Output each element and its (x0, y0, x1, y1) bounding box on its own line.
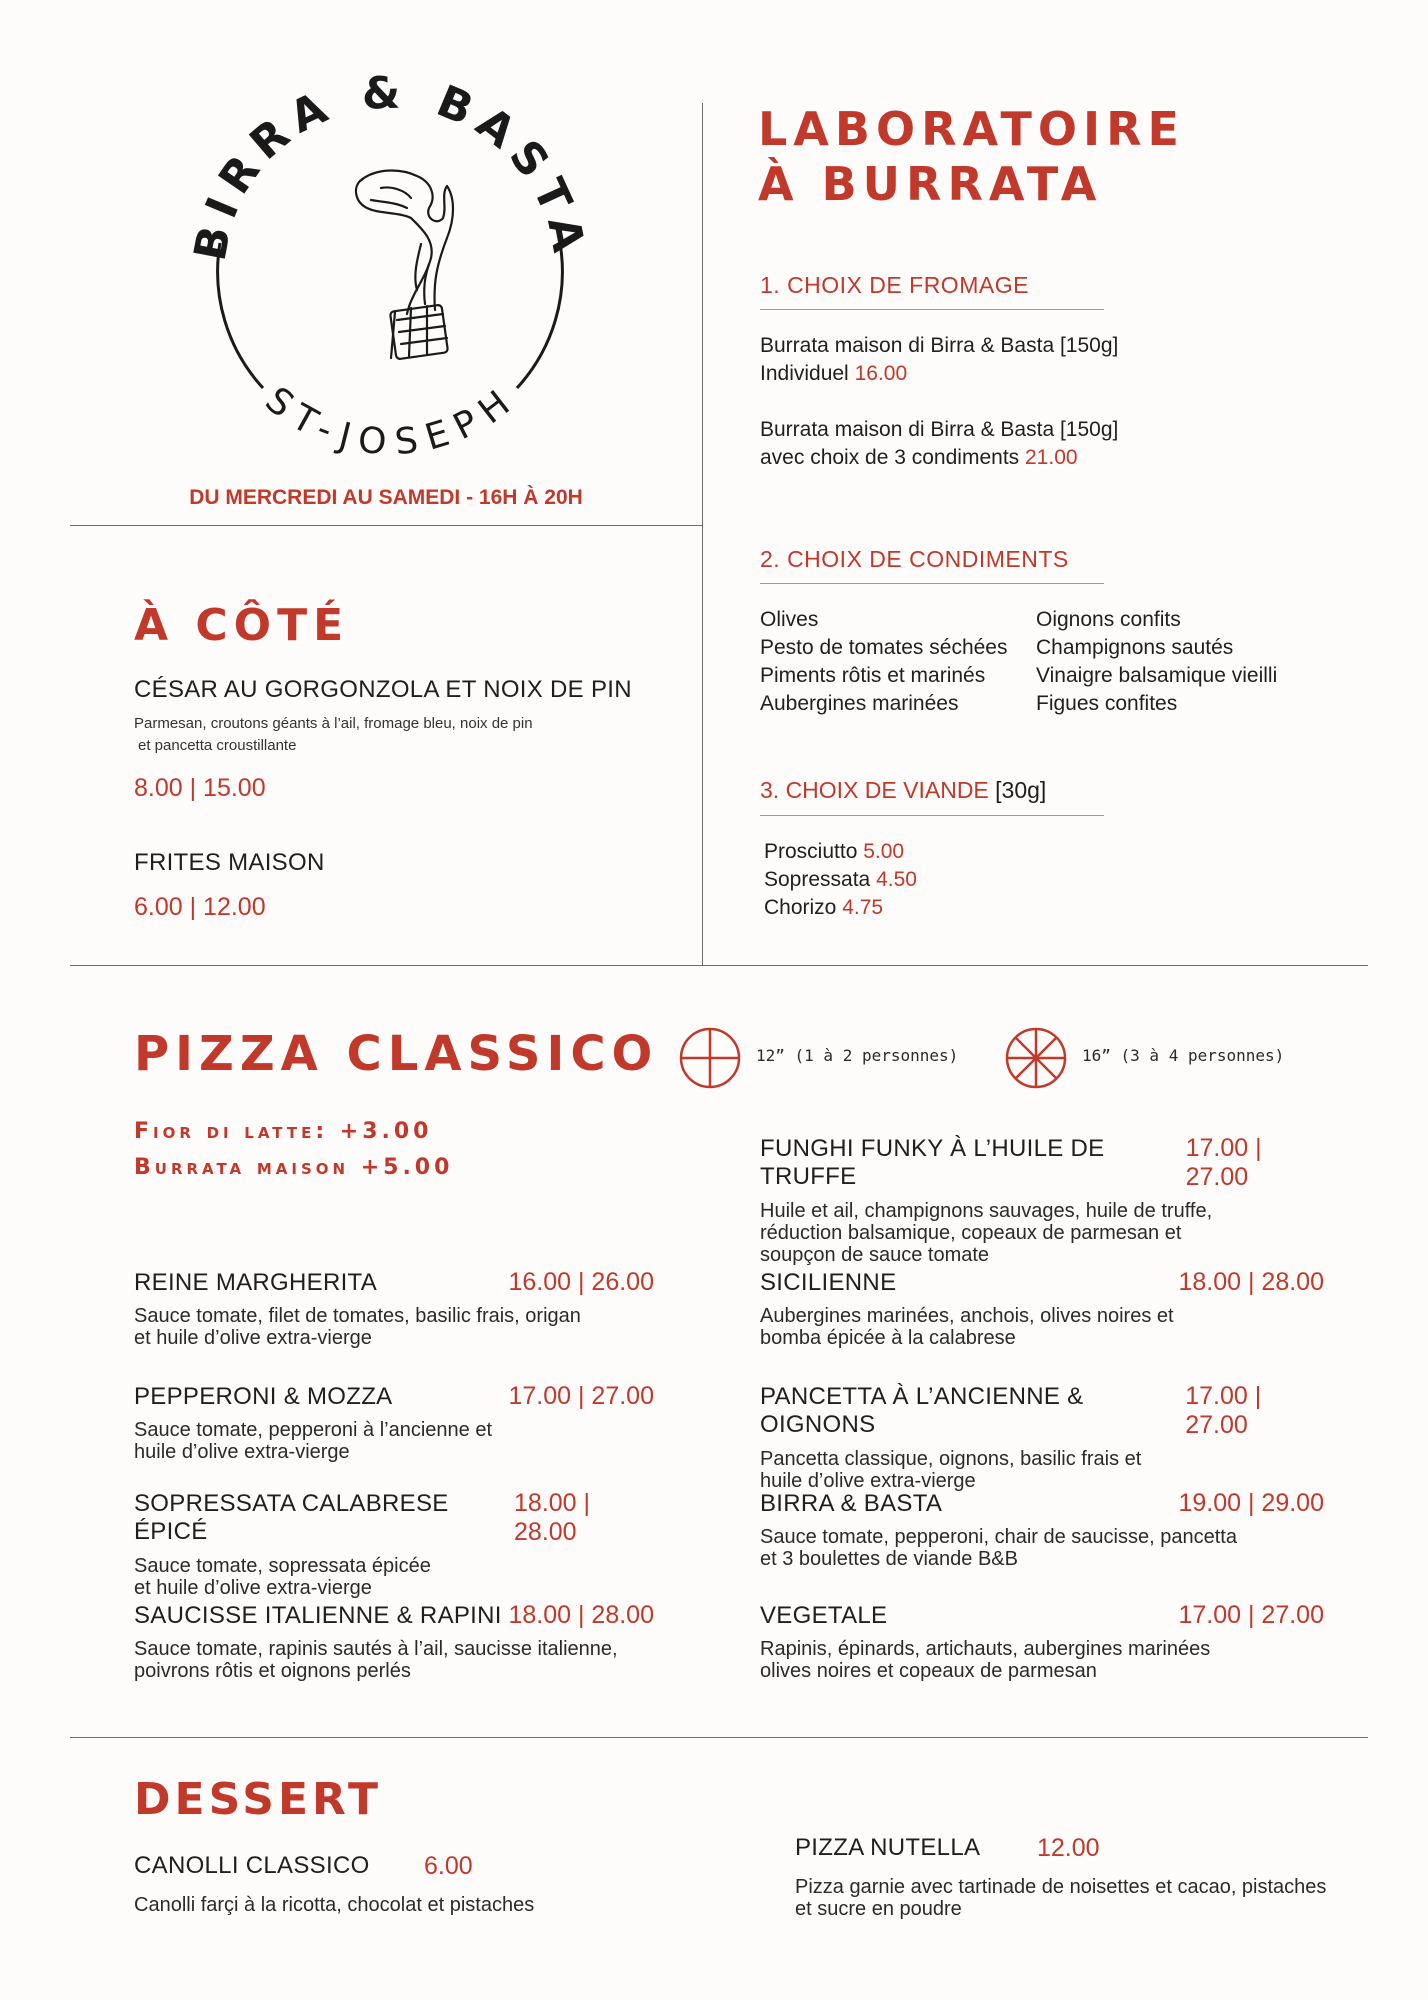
condiment-item: Figues confites (1036, 692, 1178, 715)
fromage-underline (760, 309, 1104, 310)
pizza-item (134, 1268, 654, 1349)
viande-item: Chorizo 4.75 (764, 896, 884, 919)
cote-title: À CÔTÉ (134, 600, 350, 651)
pizza-price: 18.00 | 28.00 (508, 1601, 654, 1629)
pizza-name: PANCETTA À L’ANCIENNE & OIGNONS (760, 1383, 1084, 1438)
pizza-name: VEGETALE (760, 1602, 888, 1629)
pizza-name: SICILIENNE (760, 1269, 897, 1296)
viande-heading (760, 777, 1046, 804)
viande-underline (760, 815, 1104, 816)
fromage-item-2-price: 21.00 (1025, 446, 1078, 469)
pizza-name: FUNGHI FUNKY À L’HUILE DE TRUFFE (760, 1135, 1105, 1190)
pizza-name: PEPPERONI & MOZZA (134, 1383, 393, 1410)
pizza-price: 16.00 | 26.00 (508, 1268, 654, 1296)
divider-top-section (70, 965, 1368, 966)
fromage-item-1-price: 16.00 (854, 362, 908, 385)
hand-icon (356, 171, 453, 360)
pizza-item (760, 1134, 1324, 1266)
opening-hours: DU MERCREDI AU SAMEDI - 16H À 20H (189, 486, 583, 509)
fromage-heading: 1. CHOIX DE FROMAGE (760, 272, 1029, 298)
pizza-desc: Sauce tomate, pepperoni, chair de saucisse, pancetta et 3 boulettes de viande B&B (760, 1526, 1237, 1570)
pizza-name: SAUCISSE ITALIENNE & RAPINI (134, 1602, 502, 1629)
pizza-price: 17.00 | 27.00 (1185, 1134, 1262, 1191)
pizza-item (760, 1382, 1324, 1492)
dessert-item-1-desc: Canolli farçi à la ricotta, chocolat et pistaches (134, 1894, 535, 1916)
vertical-divider (702, 103, 703, 965)
viande-item: Sopressata 4.50 (764, 868, 917, 891)
pizza-name: BIRRA & BASTA (760, 1490, 943, 1517)
condiment-item: Pesto de tomates séchées (760, 636, 1008, 659)
dessert-item-2-desc: Pizza garnie avec tartinade de noisettes et cacao, pistaches et sucre en poudre (795, 1876, 1327, 1920)
pizza-desc: Sauce tomate, rapinis sautés à l’ail, saucisse italienne, poivrons rôtis et oignons perlés (134, 1638, 618, 1682)
pizza-name: SOPRESSATA CALABRESE ÉPICÉ (134, 1490, 449, 1545)
pizza-title: PIZZA CLASSICO (134, 1026, 659, 1082)
extra-burrata: Burrata maison +5.00 (134, 1155, 454, 1180)
cote-item-2-price: 6.00 | 12.00 (134, 893, 266, 921)
fromage-item-1-name: Burrata maison di Birra & Basta [150g] (760, 334, 1119, 357)
condiment-item: Olives (760, 608, 819, 631)
pizza-price: 19.00 | 29.00 (1178, 1489, 1324, 1517)
dessert-item-1-name: CANOLLI CLASSICO (134, 1852, 370, 1879)
pizza-8-slices-icon (1004, 1026, 1068, 1095)
pizza-desc: Sauce tomate, filet de tomates, basilic frais, origan et huile d’olive extra-vierge (134, 1305, 581, 1349)
pizza-4-slices-icon (678, 1026, 742, 1095)
pizza-desc: Huile et ail, champignons sauvages, huile de truffe, réduction balsamique, copeaux de parmesan et soupçon de sauce tomate (760, 1200, 1213, 1266)
viande-heading-weight: [30g] (988, 777, 1047, 803)
condiments-heading: 2. CHOIX DE CONDIMENTS (760, 546, 1069, 572)
dessert-item-2-name: PIZZA NUTELLA (795, 1834, 981, 1861)
lab-title-line2: À BURRATA (758, 156, 1103, 211)
condiment-item: Champignons sautés (1036, 636, 1234, 659)
extra-fior-di-latte: Fior di latte: +3.00 (134, 1119, 433, 1144)
condiments-col-2 (1036, 606, 1277, 718)
divider-logo (70, 525, 702, 526)
pizza-desc: Sauce tomate, sopressata épicée et huile d’olive extra-vierge (134, 1555, 431, 1599)
fromage-item-2 (760, 416, 1118, 472)
pizza-price: 17.00 | 27.00 (1185, 1382, 1262, 1439)
cote-item-1-desc-line1: Parmesan, croutons géants à l’ail, fromage bleu, noix de pin (134, 715, 533, 732)
pizza-desc: Sauce tomate, pepperoni à l’ancienne et huile d’olive extra-vierge (134, 1419, 493, 1463)
condiment-item: Piments rôtis et marinés (760, 664, 986, 687)
pizza-item (760, 1601, 1324, 1682)
cote-item-1-price: 8.00 | 15.00 (134, 774, 266, 802)
pizza-price: 18.00 | 28.00 (1178, 1268, 1324, 1296)
cote-item-1-desc-line2: et pancetta croustillante (138, 737, 297, 754)
fromage-item-2-size: avec choix de 3 condiments (760, 446, 1020, 469)
logo (185, 68, 595, 478)
fromage-item-1-size: Individuel (760, 362, 849, 385)
pizza-price: 17.00 | 27.00 (1178, 1601, 1324, 1629)
size-large-label: 16” (3 à 4 personnes) (1082, 1046, 1285, 1065)
pizza-desc: Rapinis, épinards, artichauts, aubergines marinées olives noires et copeaux de parmesan (760, 1638, 1211, 1682)
pizza-item (760, 1268, 1324, 1349)
logo-top-text: BIRRA & BASTA (185, 68, 595, 265)
condiment-item: Vinaigre balsamique vieilli (1036, 664, 1278, 687)
lab-title (758, 104, 1185, 209)
viande-heading-label: 3. CHOIX DE VIANDE (760, 777, 989, 803)
fromage-item-1 (760, 332, 1118, 388)
size-small-label: 12” (1 à 2 personnes) (756, 1046, 959, 1065)
condiments-col-1 (760, 606, 1007, 718)
pizza-item (134, 1601, 654, 1682)
pizza-item (134, 1382, 654, 1463)
cote-item-1-name: CÉSAR AU GORGONZOLA ET NOIX DE PIN (134, 676, 632, 703)
dessert-item-1-price: 6.00 (424, 1852, 473, 1880)
dessert-item-2-price: 12.00 (1037, 1834, 1100, 1862)
condiment-item: Oignons confits (1036, 608, 1181, 631)
cote-item-1-desc (134, 713, 533, 757)
divider-pizza-section (70, 1737, 1368, 1738)
lab-title-line1: LABORATOIRE (758, 102, 1185, 156)
viande-list (764, 838, 917, 922)
logo-bottom-text: ST-JOSEPH (257, 379, 523, 464)
pizza-item (134, 1489, 654, 1599)
pizza-desc: Pancetta classique, oignons, basilic frais et huile d’olive extra-vierge (760, 1448, 1142, 1492)
pizza-extras (134, 1114, 453, 1186)
fromage-item-2-name: Burrata maison di Birra & Basta [150g] (760, 418, 1119, 441)
pizza-price: 18.00 | 28.00 (514, 1489, 591, 1546)
viande-item: Prosciutto 5.00 (764, 840, 905, 863)
cote-item-2-name: FRITES MAISON (134, 849, 325, 876)
pizza-item (760, 1489, 1324, 1570)
condiments-underline (760, 583, 1104, 584)
condiment-item: Aubergines marinées (760, 692, 959, 715)
pizza-price: 17.00 | 27.00 (508, 1382, 654, 1410)
dessert-title: DESSERT (134, 1774, 382, 1825)
pizza-desc: Aubergines marinées, anchois, olives noires et bomba épicée à la calabrese (760, 1305, 1174, 1349)
pizza-name: REINE MARGHERITA (134, 1269, 378, 1296)
